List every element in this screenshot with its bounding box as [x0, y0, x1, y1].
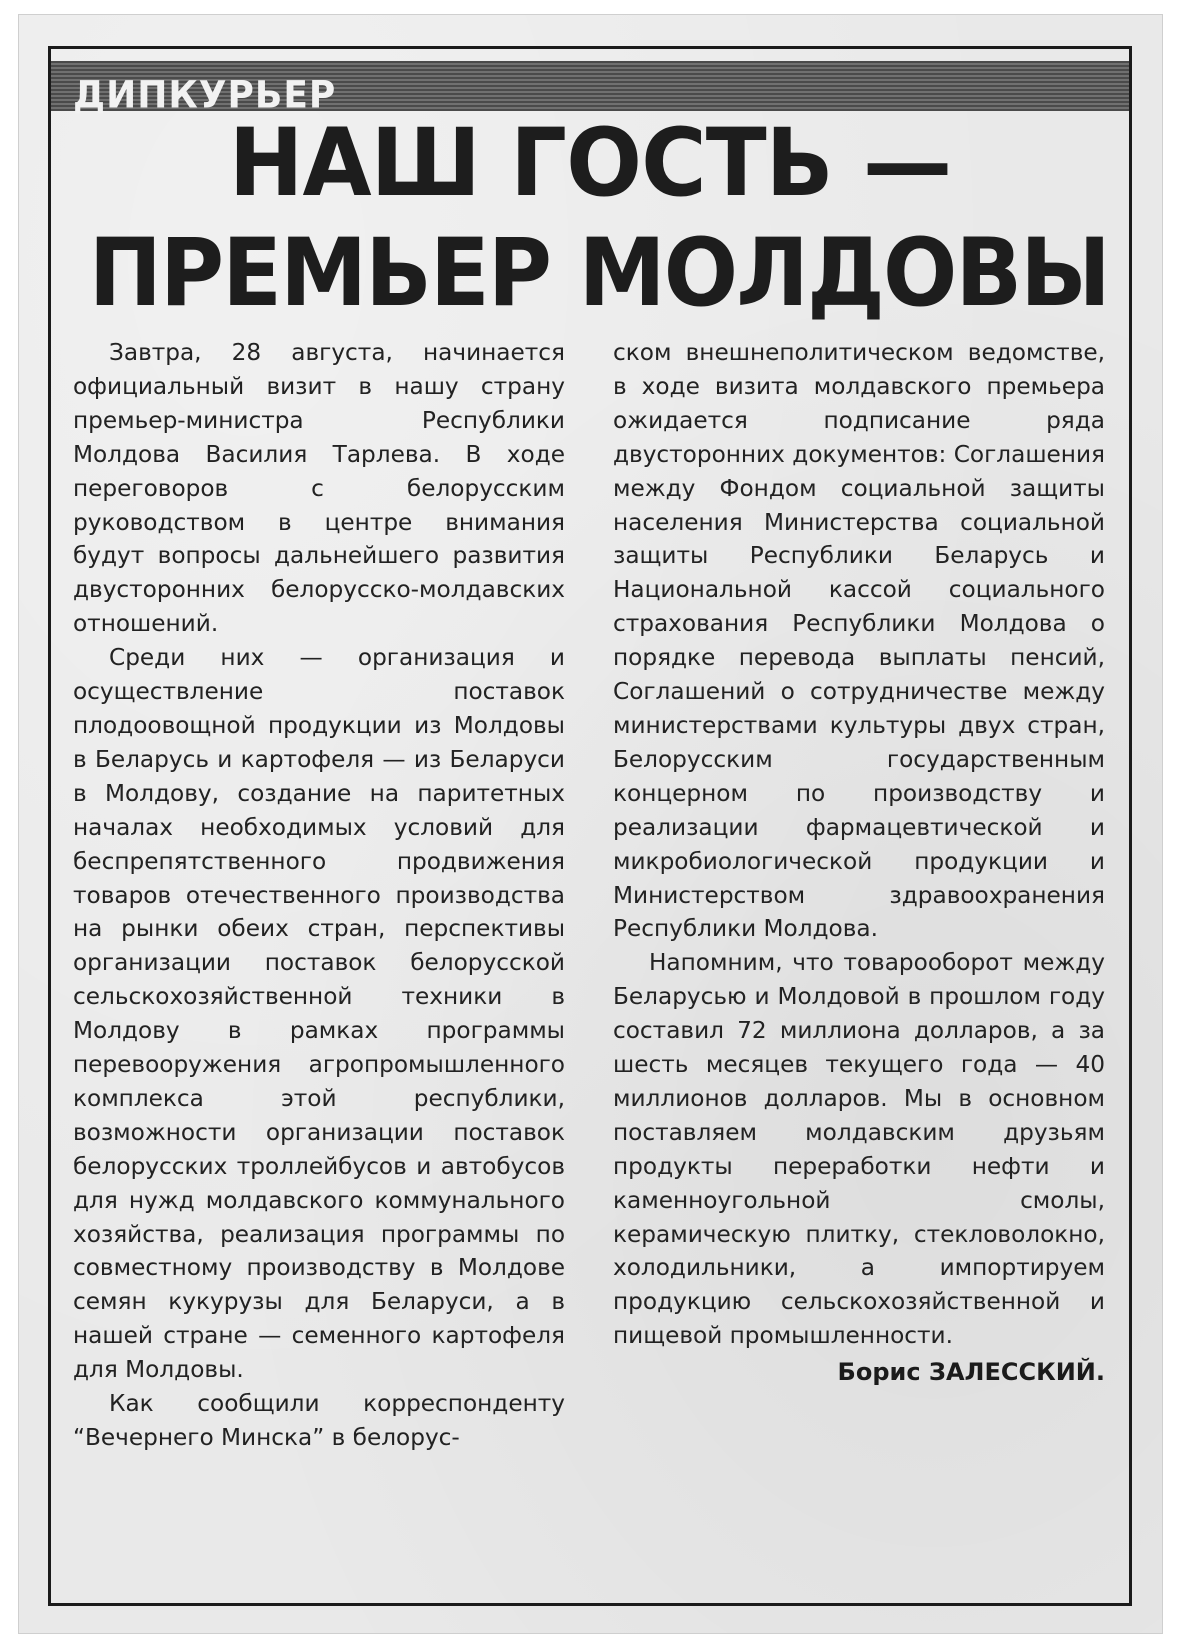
article-body	[73, 336, 1113, 1586]
paragraph-3-continued: ском внешнеполитическом ведомстве, в ходе визита молдавского премьера ожидается подписание ряда двусторонних документов: Соглашения между Фондом социальной защиты населения Министерства социальной защиты Республики Беларусь и Национальной кассой социального страхования Республики Молдова о порядке перевода выплаты пенсий, Соглашений о сотрудничестве между министерствами культуры двух стран, Белорусским государственным концерном по производству и реализации фармацевтической и микробиологической продукции и Министерством здравоохранения Республики Молдова.	[613, 339, 1105, 943]
paragraph-3-start: Как сообщили корреспонденту “Вечернего Минска” в белорус-	[73, 1390, 565, 1451]
paragraph-2: Среди них — организация и осуществление поставок плодоовощной продукции из Молдовы в Беларусь и картофеля — из Беларуси в Молдову, создание на паритетных началах необходимых условий для беспрепятственного продвижения товаров отечественного производства на рынки обеих стран, перспективы организации поставок белорусской сельскохозяйственной техники в Молдову в рамках программы перевооружения агропромышленного комплекса этой республики, возможности организации поставок белорусских троллейбусов и автобусов для нужд молдавского коммунального хозяйства, реализация программы по совместному производству в Молдове семян кукурузы для Беларуси, а в нашей стране — семенного картофеля для Молдовы.	[73, 644, 565, 1384]
column-left	[73, 336, 565, 1455]
paragraph-4: Напомним, что товарооборот между Беларусью и Молдовой в прошлом году составил 72 миллиона долларов, а за шесть месяцев текущего года — 40 миллионов долларов. Мы в основном поставляем молдавским друзьям продукты переработки нефти и каменноугольной смолы, керамическую плитку, стекловолокно, холодильники, а импортируем продукцию сельскохозяйственной и пищевой промышленности.	[613, 949, 1105, 1350]
rubric-label: ДИПКУРЬЕР	[73, 73, 337, 117]
rubric-bar	[51, 61, 1129, 117]
paragraph-1: Завтра, 28 августа, начинается официальный визит в нашу страну премьер-министра Республики Молдова Василия Тарлева. В ходе переговоров с белорусским руководством в центре внимания будут вопросы дальнейшего развития двусторонних белорусско-молдавских отношений.	[73, 339, 565, 638]
column-right	[613, 336, 1105, 1389]
headline-line-2: ПРЕМЬЕР МОЛДОВЫ	[88, 219, 1109, 328]
headline-line-1: НАШ ГОСТЬ —	[228, 109, 952, 218]
author-byline: Борис ЗАЛЕССКИЙ.	[837, 1358, 1105, 1387]
article-frame	[48, 46, 1132, 1606]
newspaper-clipping	[18, 14, 1163, 1634]
